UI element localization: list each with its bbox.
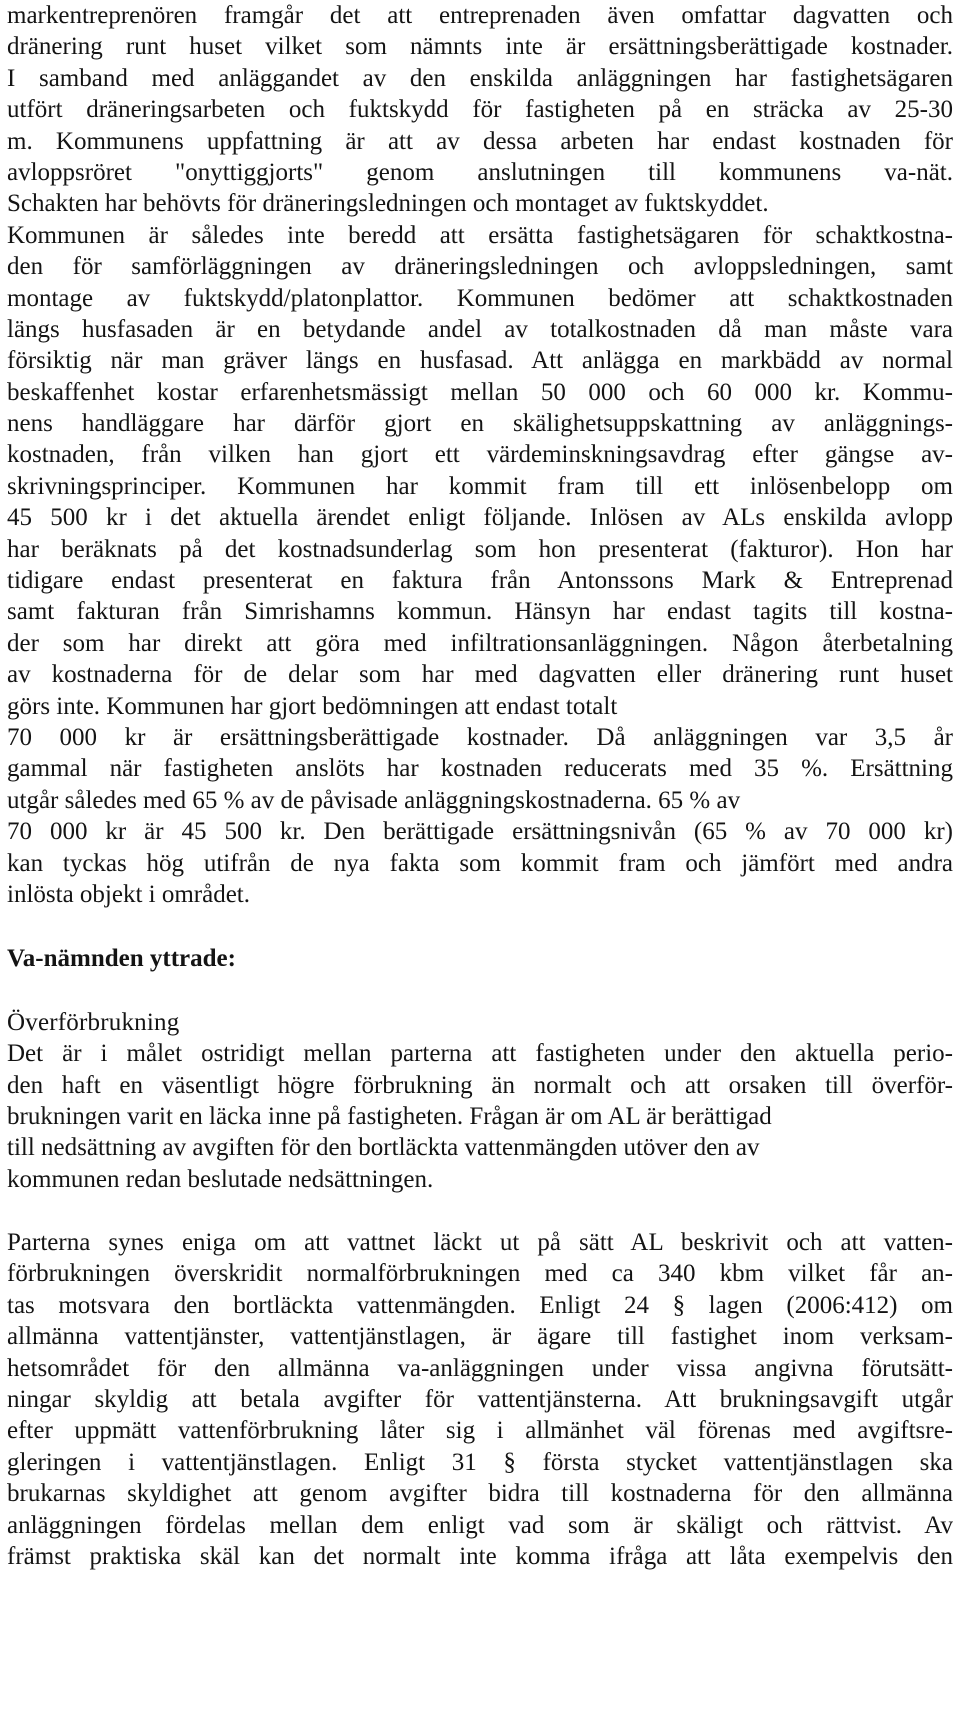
text-line-content: Parterna synes eniga om att vattnet läckt ut på sätt AL beskrivit och att vatten- bbox=[7, 1229, 953, 1257]
paragraph-inlosen-berakning bbox=[7, 0, 953, 910]
text-line bbox=[7, 314, 953, 345]
text-line bbox=[7, 753, 953, 784]
text-line bbox=[7, 408, 953, 439]
text-line bbox=[7, 1478, 953, 1509]
text-line-content: beskaffenhet kostar erfarenhetsmässigt mellan 50 000 och 60 000 kr. Kommu- bbox=[7, 378, 953, 406]
text-line-content: av kostnaderna för de delar som har med dagvatten eller dränering runt huset bbox=[7, 661, 953, 689]
text-line: görs inte. Kommunen har gjort bedömningen att endast totalt bbox=[7, 692, 618, 720]
text-line bbox=[7, 1510, 953, 1541]
text-line: till nedsättning av avgiften för den bortläckta vattenmängden utöver den av bbox=[7, 1134, 760, 1162]
text-line-content: gleringen i vattentjänstlagen. Enligt 31 § första stycket vattentjänstlagen ska bbox=[7, 1448, 953, 1476]
text-line bbox=[7, 848, 953, 879]
text-line-content: främst praktiska skäl kan det normalt inte komma ifråga att låta exempelvis den bbox=[7, 1542, 953, 1570]
text-line bbox=[7, 816, 953, 847]
text-line-content: I samband med anläggandet av den enskilda anläggningen har fastighetsägaren bbox=[7, 64, 953, 92]
text-line bbox=[7, 0, 953, 31]
text-line bbox=[7, 534, 953, 565]
text-line bbox=[7, 1415, 953, 1446]
text-line bbox=[7, 471, 953, 502]
paragraph-overforbrukning bbox=[7, 1038, 953, 1195]
text-line bbox=[7, 1321, 953, 1352]
text-line-content: m. Kommunens uppfattning är att av dessa arbeten har endast kostnaden för bbox=[7, 127, 953, 155]
text-line bbox=[7, 628, 953, 659]
text-line bbox=[7, 94, 953, 125]
text-line-content: Det är i målet ostridigt mellan parterna att fastigheten under den aktuella perio- bbox=[7, 1040, 953, 1068]
text-line bbox=[7, 659, 953, 690]
text-line bbox=[7, 220, 953, 251]
text-line-content: den för samförläggningen av dräneringsledningen och avloppsledningen, samt bbox=[7, 253, 953, 281]
text-line bbox=[7, 377, 953, 408]
text-line: brukningen varit en läcka inne på fastigheten. Frågan är om AL är berättigad bbox=[7, 1102, 772, 1130]
text-line-content: avloppsröret "onyttiggjorts" genom anslutningen till kommunens va-nät. bbox=[7, 158, 953, 186]
text-line bbox=[7, 1290, 953, 1321]
text-line-content: tas motsvara den bortläckta vattenmängden. Enligt 24 § lagen (2006:412) om bbox=[7, 1291, 953, 1319]
text-line bbox=[7, 1070, 953, 1101]
text-line bbox=[7, 502, 953, 533]
text-line-content: förbrukningen överskridit normalförbrukningen med ca 340 kbm vilket får an- bbox=[7, 1260, 953, 1288]
text-line-content: gammal när fastigheten anslöts har kostnaden reducerats med 35 %. Ersättning bbox=[7, 755, 953, 783]
paragraph-vattentjanstlagen bbox=[7, 1227, 953, 1572]
text-line-content: 70 000 kr är 45 500 kr. Den berättigade ersättningsnivån (65 % av 70 000 kr) bbox=[7, 818, 953, 846]
text-line-content: ningar skyldig att betala avgifter för vattentjänsterna. Att brukningsavgift utgår bbox=[7, 1386, 953, 1414]
section-heading: Va-nämnden yttrade: bbox=[7, 945, 236, 973]
text-line bbox=[7, 283, 953, 314]
text-line-content: nens handläggare har därför gjort en skälighetsuppskattning av anläggnings- bbox=[7, 410, 953, 438]
text-line-content: utfört dräneringsarbeten och fuktskydd för fastigheten på en sträcka av 25-30 bbox=[7, 96, 953, 124]
text-line bbox=[7, 157, 953, 188]
text-line: inlösta objekt i området. bbox=[7, 880, 251, 908]
document-page bbox=[7, 0, 953, 1572]
text-line-content: der som har direkt att göra med infiltrationsanläggningen. Någon återbetalning bbox=[7, 629, 953, 657]
text-line-content: kostnaden, från vilken han gjort ett värdeminskningsavdrag efter gängse av- bbox=[7, 441, 953, 469]
text-line-content: 70 000 kr är ersättningsberättigade kostnader. Då anläggningen var 3,5 år bbox=[7, 723, 953, 751]
text-line bbox=[7, 1353, 953, 1384]
text-line bbox=[7, 1384, 953, 1415]
text-line-content: anläggningen fördelas mellan dem enligt vad som är skäligt och rättvist. Av bbox=[7, 1511, 953, 1539]
text-line bbox=[7, 1447, 953, 1478]
text-line-content: skrivningsprinciper. Kommunen har kommit fram till ett inlösenbelopp om bbox=[7, 472, 953, 500]
text-line-content: kan tyckas hög utifrån de nya fakta som kommit fram och jämfört med andra bbox=[7, 849, 953, 877]
text-line-content: Kommunen är således inte beredd att ersätta fastighetsägaren för schaktkostna- bbox=[7, 221, 953, 249]
text-line bbox=[7, 1258, 953, 1289]
text-line-content: 45 500 kr i det aktuella ärendet enligt följande. Inlösen av ALs enskilda avlopp bbox=[7, 504, 953, 532]
text-line-content: dränering runt huset vilket som nämnts inte är ersättningsberättigade kostnader. bbox=[7, 33, 953, 61]
text-line bbox=[7, 1227, 953, 1258]
text-line: utgår således med 65 % av de påvisade anläggningskostnaderna. 65 % av bbox=[7, 786, 741, 814]
text-line-content: markentreprenören framgår det att entreprenaden även omfattar dagvatten och bbox=[7, 2, 953, 29]
text-line-content: hetsområdet för den allmänna va-anläggningen under vissa angivna förutsätt- bbox=[7, 1354, 953, 1382]
text-line bbox=[7, 31, 953, 62]
text-line-content: montage av fuktskydd/platonplattor. Kommunen bedömer att schaktkostnaden bbox=[7, 284, 953, 312]
text-line bbox=[7, 63, 953, 94]
text-line bbox=[7, 345, 953, 376]
text-line bbox=[7, 1038, 953, 1069]
text-line-content: den haft en väsentligt högre förbrukning än normalt och att orsaken till överför- bbox=[7, 1071, 953, 1099]
text-line bbox=[7, 126, 953, 157]
text-line-content: tidigare endast presenterat en faktura från Antonssons Mark & Entreprenad bbox=[7, 567, 953, 595]
text-line-content: efter uppmätt vattenförbrukning låter sig i allmänhet väl förenas med avgiftsre- bbox=[7, 1417, 953, 1445]
text-line-content: allmänna vattentjänster, vattentjänstlagen, är ägare till fastighet inom verksam- bbox=[7, 1323, 953, 1351]
text-line-content: längs husfasaden är en betydande andel av totalkostnaden då man måste vara bbox=[7, 315, 953, 343]
text-line bbox=[7, 1541, 953, 1572]
text-line bbox=[7, 439, 953, 470]
text-line bbox=[7, 251, 953, 282]
text-line-content: försiktig när man gräver längs en husfasad. Att anlägga en markbädd av normal bbox=[7, 347, 953, 375]
subsection-heading: Överförbrukning bbox=[7, 1008, 180, 1036]
text-line-content: brukarnas skyldighet att genom avgifter bidra till kostnaderna för den allmänna bbox=[7, 1480, 953, 1508]
text-line: kommunen redan beslutade nedsättningen. bbox=[7, 1165, 434, 1193]
text-line bbox=[7, 596, 953, 627]
text-line: Schakten har behövts för dräneringsledningen och montaget av fuktskyddet. bbox=[7, 190, 769, 218]
text-line-content: samt fakturan från Simrishamns kommun. Hänsyn har endast tagits till kostna- bbox=[7, 598, 953, 626]
paragraph-gap bbox=[7, 1195, 953, 1227]
text-line-content: har beräknats på det kostnadsunderlag som hon presenterat (fakturor). Hon har bbox=[7, 535, 953, 563]
text-line bbox=[7, 565, 953, 596]
text-line bbox=[7, 722, 953, 753]
